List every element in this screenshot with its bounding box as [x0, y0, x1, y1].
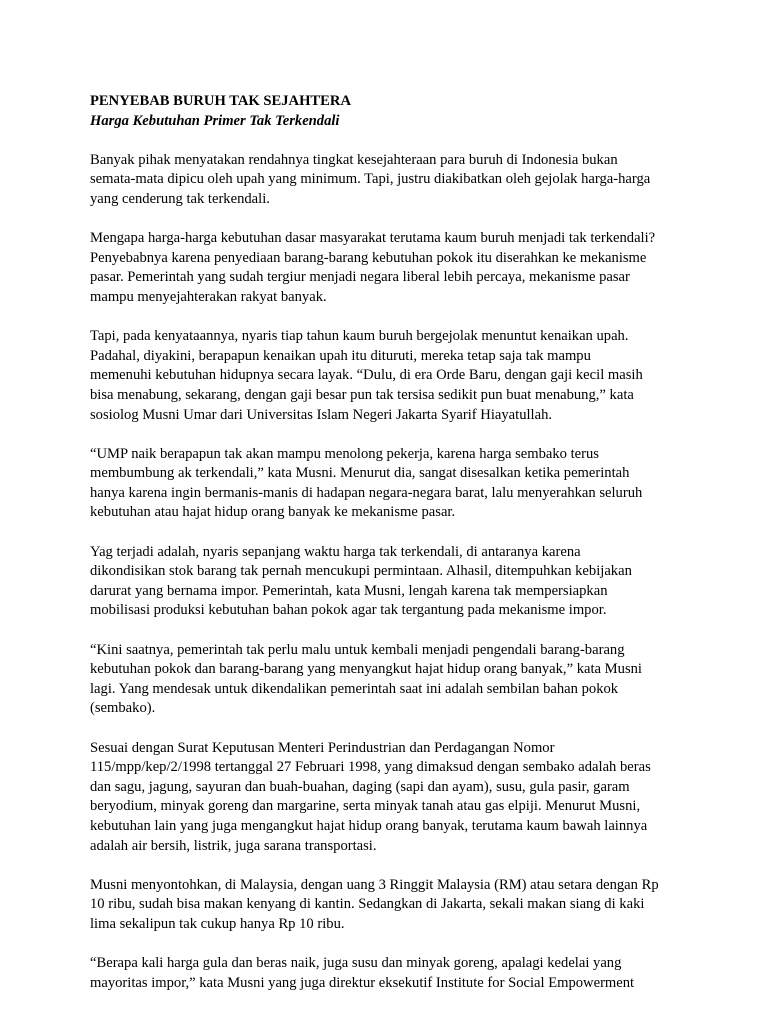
- paragraph-line: mayoritas impor,” kata Musni yang juga direktur eksekutif Institute for Social Empowerment: [90, 974, 635, 991]
- paragraph-line: Penyebabnya karena penyediaan barang-barang kebutuhan pokok itu diserahkan ke mekanisme: [90, 249, 647, 266]
- paragraph-line: Yag terjadi adalah, nyaris sepanjang waktu harga tak terkendali, di antaranya karena: [90, 543, 581, 560]
- paragraph: [90, 739, 690, 857]
- paragraph-line: memenuhi kebutuhan hidupnya secara layak. “Dulu, di era Orde Baru, dengan gaji kecil masih: [90, 367, 643, 384]
- paragraph-line: dan sagu, jagung, sayuran dan buah-buahan, daging (sapi dan ayam), susu, gula pasir, garam: [90, 778, 630, 795]
- paragraph-line: Sesuai dengan Surat Keputusan Menteri Perindustrian dan Perdagangan Nomor: [90, 739, 555, 756]
- paragraph-list: [90, 151, 690, 994]
- paragraph-line: semata-mata dipicu oleh upah yang minimum. Tapi, justru diakibatkan oleh gejolak harga-harga: [90, 171, 651, 188]
- paragraph-line: mobilisasi produksi kebutuhan bahan pokok agar tak tergantung pada mekanisme impor.: [90, 602, 607, 619]
- paragraph: [90, 954, 690, 993]
- paragraph-line: Musni menyontohkan, di Malaysia, dengan uang 3 Ringgit Malaysia (RM) atau setara dengan Rp: [90, 876, 659, 893]
- paragraph-line: Padahal, diyakini, berapapun kenaikan upah itu dituruti, mereka tetap saja tak mampu: [90, 347, 591, 364]
- paragraph: [90, 445, 690, 523]
- paragraph-line: dikondisikan stok barang tak pernah mencukupi permintaan. Alhasil, ditempuhkan kebijakan: [90, 563, 632, 580]
- paragraph: [90, 229, 690, 307]
- paragraph-line: hanya karena ingin bermanis-manis di hadapan negara-negara barat, lalu menyerahkan seluruh: [90, 484, 643, 501]
- paragraph: [90, 327, 690, 425]
- paragraph-line: kebutuhan atau hajat hidup orang banyak ke mekanisme pasar.: [90, 504, 456, 521]
- paragraph-line: 115/mpp/kep/2/1998 tertanggal 27 Februari 1998, yang dimaksud dengan sembako adalah beras: [90, 759, 651, 776]
- paragraph-line: lima sekalipun tak cukup hanya Rp 10 ribu.: [90, 915, 345, 932]
- paragraph-line: Banyak pihak menyatakan rendahnya tingkat kesejahteraan para buruh di Indonesia bukan: [90, 151, 618, 168]
- paragraph-line: kebutuhan pokok dan barang-barang yang menyangkut hajat hidup orang banyak,” kata Musni: [90, 661, 642, 678]
- paragraph-line: 10 ribu, sudah bisa makan kenyang di kantin. Sedangkan di Jakarta, sekali makan siang di kaki: [90, 896, 645, 913]
- paragraph: [90, 641, 690, 719]
- paragraph: [90, 151, 690, 210]
- paragraph-line: “Berapa kali harga gula dan beras naik, juga susu dan minyak goreng, apalagi kedelai yang: [90, 955, 622, 972]
- paragraph-line: sosiolog Musni Umar dari Universitas Islam Negeri Jakarta Syarif Hiayatullah.: [90, 406, 553, 423]
- paragraph-line: pasar. Pemerintah yang sudah tergiur menjadi negara liberal lebih percaya, mekanisme pasar: [90, 269, 630, 286]
- paragraph-line: “UMP naik berapapun tak akan mampu menolong pekerja, karena harga sembako terus: [90, 445, 599, 462]
- document-title: PENYEBAB BURUH TAK SEJAHTERA: [90, 93, 351, 109]
- paragraph-line: beryodium, minyak goreng dan margarine, serta minyak tanah atau gas elpiji. Menurut Musni,: [90, 798, 641, 815]
- document-subtitle: Harga Kebutuhan Primer Tak Terkendali: [90, 112, 340, 129]
- paragraph-line: (sembako).: [90, 700, 156, 717]
- paragraph-line: Tapi, pada kenyataannya, nyaris tiap tahun kaum buruh bergejolak menuntut kenaikan upah.: [90, 328, 629, 345]
- paragraph-line: Mengapa harga-harga kebutuhan dasar masyarakat terutama kaum buruh menjadi tak terkendali?: [90, 230, 656, 247]
- paragraph-line: darurat yang bernama impor. Pemerintah, kata Musni, lengah karena tak mempersiapkan: [90, 582, 608, 599]
- paragraph-line: yang cenderung tak terkendali.: [90, 190, 270, 207]
- paragraph-line: adalah air bersih, listrik, juga sarana transportasi.: [90, 837, 377, 854]
- paragraph-line: mampu menyejahterakan rakyat banyak.: [90, 288, 327, 305]
- paragraph-line: bisa menabung, sekarang, dengan gaji besar pun tak tersisa sedikit pun buat menabung,” kata: [90, 386, 634, 403]
- paragraph-line: kebutuhan lain yang juga mengangkut hajat hidup orang banyak, terutama kaum bawah lainnya: [90, 817, 648, 834]
- paragraph-line: membumbung ak terkendali,” kata Musni. Menurut dia, sangat disesalkan ketika pemerintah: [90, 465, 630, 482]
- document-body: [90, 92, 690, 1013]
- paragraph-line: “Kini saatnya, pemerintah tak perlu malu untuk kembali menjadi pengendali barang-barang: [90, 641, 625, 658]
- paragraph: [90, 876, 690, 935]
- paragraph-line: lagi. Yang mendesak untuk dikendalikan pemerintah saat ini adalah sembilan bahan pokok: [90, 680, 619, 697]
- paragraph: [90, 543, 690, 621]
